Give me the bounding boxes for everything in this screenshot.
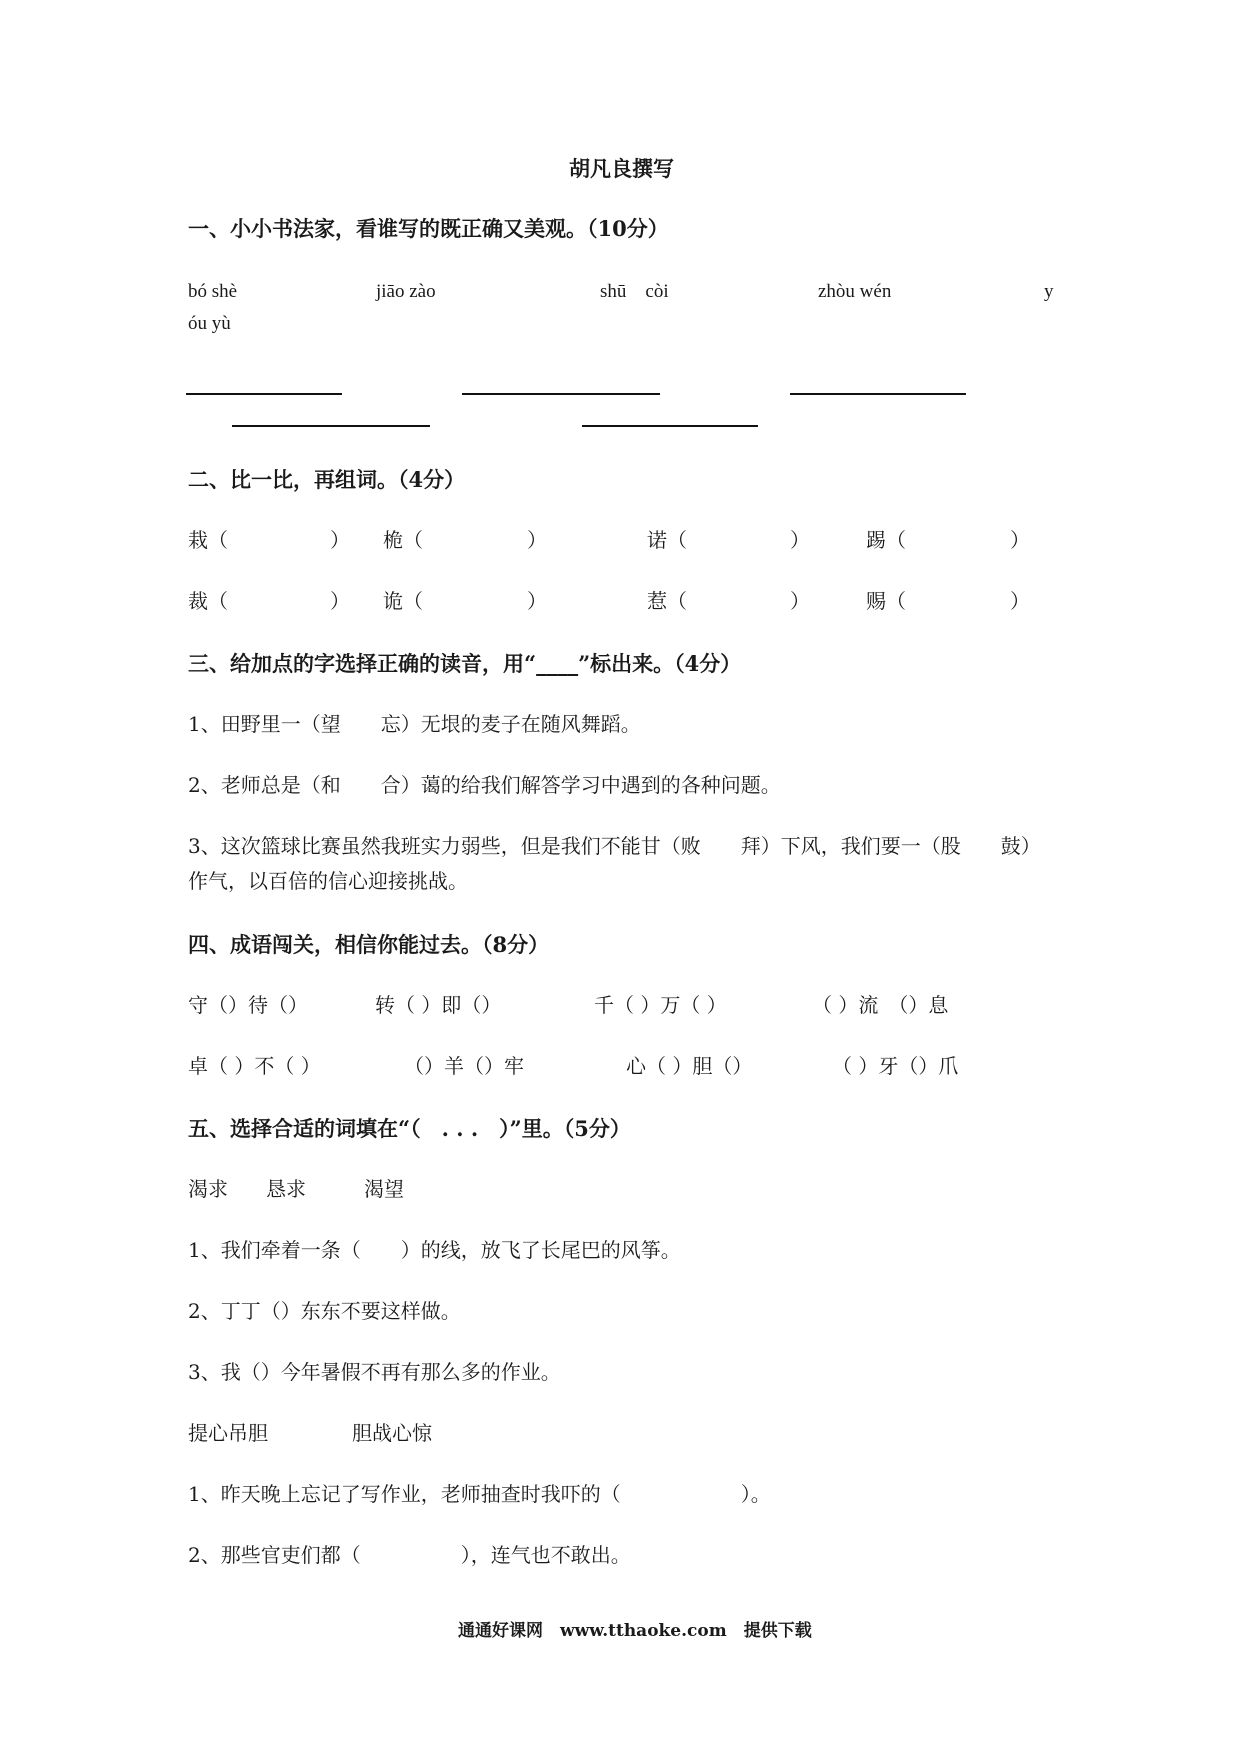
answer-line-5[interactable]: [582, 425, 758, 427]
s3-question-3a: 3、这次篮球比赛虽然我班实力弱些，但是我们不能甘（败 拜）下风，我们要一（股 鼓）: [188, 834, 1041, 858]
s3-question-3b: 作气，以百倍的信心迎接挑战。: [188, 869, 468, 893]
char-item-close: ）: [330, 589, 350, 613]
word-option: 恳求: [266, 1177, 306, 1201]
answer-line-1[interactable]: [186, 393, 342, 395]
idiom-item: 千（ ）万（ ）: [594, 993, 727, 1017]
page-footer: 通通好课网 www.tthaoke.com 提供下载: [458, 1621, 812, 1641]
char-item-close: ）: [790, 589, 810, 613]
idiom-item: 守（）待（）: [188, 993, 308, 1017]
s3-question-2: 2、老师总是（和 合）蔼的给我们解答学习中遇到的各种问题。: [188, 773, 781, 797]
char-item-close: ）: [1010, 528, 1030, 552]
answer-line-4[interactable]: [232, 425, 430, 427]
char-item-close: ）: [1010, 589, 1030, 613]
char-item: 诺（: [647, 528, 687, 552]
char-item-close: ）: [330, 528, 350, 552]
char-item: 惹（: [647, 589, 687, 613]
char-item: 踢（: [866, 528, 906, 552]
pinyin-3: shū còi: [600, 281, 669, 302]
pinyin-2: jiāo zào: [376, 281, 436, 302]
s3-question-1: 1、田野里一（望 忘）无垠的麦子在随风舞蹈。: [188, 712, 641, 736]
s5-question-2: 2、丁丁（）东东不要这样做。: [188, 1299, 461, 1323]
answer-line-3[interactable]: [790, 393, 966, 395]
pinyin-4: zhòu wén: [818, 281, 892, 302]
pinyin-1: bó shè: [188, 281, 238, 302]
answer-line-2[interactable]: [462, 393, 660, 395]
idiom-item: （ ）流 （）息: [812, 993, 949, 1017]
word-option: 提心吊胆: [188, 1421, 268, 1445]
idiom-item: 转（ ）即（）: [375, 993, 502, 1017]
section-3-heading: 三、给加点的字选择正确的读音，用“____”标出来。（4分）: [188, 651, 742, 676]
idiom-item: （ ）牙（）爪: [832, 1054, 959, 1078]
idiom-item: （）羊（）牢: [404, 1054, 524, 1078]
section-5-heading: 五、选择合适的词填在“（ . . . ）”里。（5分）: [188, 1116, 631, 1141]
s5-question-3: 3、我（）今年暑假不再有那么多的作业。: [188, 1360, 561, 1384]
section-2-heading: 二、比一比，再组词。（4分）: [188, 467, 466, 492]
idiom-item: 卓（ ）不（ ）: [188, 1054, 321, 1078]
pinyin-5b: óu yù: [188, 313, 231, 334]
idiom-item: 心（ ）胆（）: [626, 1054, 753, 1078]
char-item: 诡（: [383, 589, 423, 613]
word-option: 胆战心惊: [352, 1421, 432, 1445]
page-title: 胡凡良撰写: [569, 156, 674, 181]
char-item-close: ）: [527, 589, 547, 613]
char-item: 赐（: [866, 589, 906, 613]
s5-question-1: 1、我们牵着一条（ ）的线，放飞了长尾巴的风筝。: [188, 1238, 681, 1262]
char-item-close: ）: [527, 528, 547, 552]
char-item-close: ）: [790, 528, 810, 552]
s5-question-5: 2、那些官吏们都（ ），连气也不敢出。: [188, 1543, 631, 1567]
char-item: 桅（: [383, 528, 423, 552]
s5-question-4: 1、昨天晚上忘记了写作业，老师抽查时我吓的（ ）。: [188, 1482, 771, 1506]
section-4-heading: 四、成语闯关，相信你能过去。（8分）: [188, 932, 550, 957]
word-option: 渴求: [188, 1177, 228, 1201]
section-1-heading: 一、小小书法家，看谁写的既正确又美观。（10分）: [188, 216, 669, 241]
pinyin-5a: y: [1044, 281, 1054, 302]
char-item: 裁（: [188, 589, 228, 613]
word-option: 渴望: [364, 1177, 404, 1201]
char-item: 栽（: [188, 528, 228, 552]
